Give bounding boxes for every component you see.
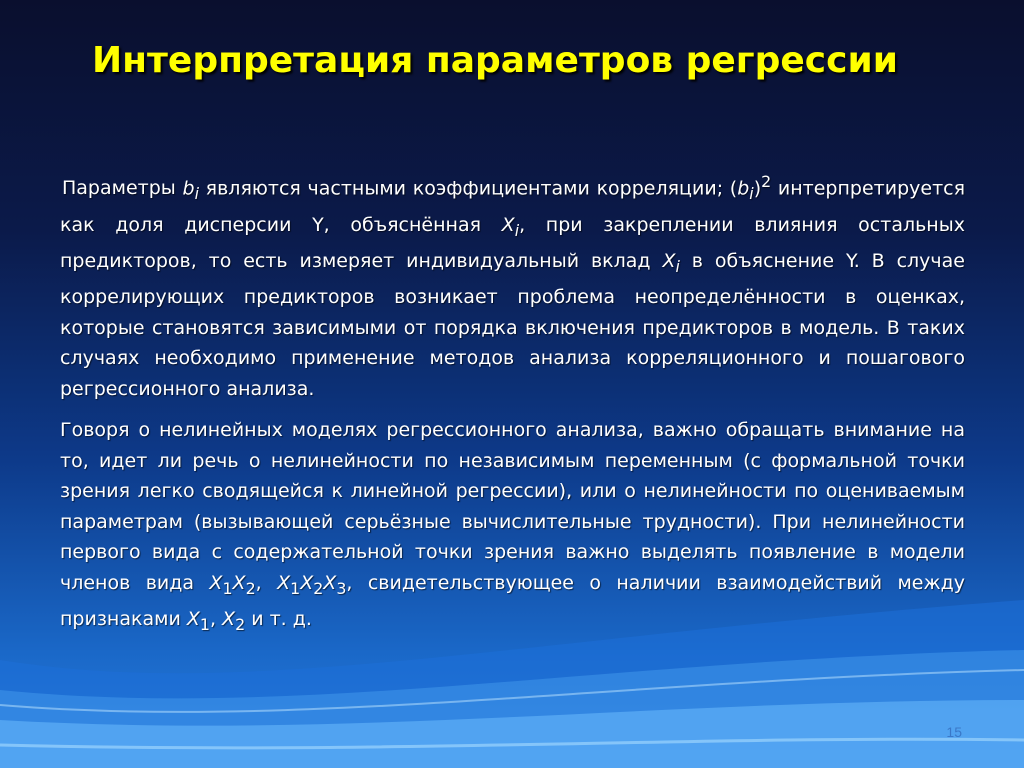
subscript: 1 <box>290 578 301 598</box>
var-i-sub: i <box>675 256 680 276</box>
var-i-sub: i <box>749 184 754 204</box>
var-b: b <box>182 177 195 200</box>
text-run: ) <box>753 177 762 200</box>
var-b: b <box>737 177 750 200</box>
text-run: , свидетельствующее о наличии взаимодействий между признаками <box>60 571 965 630</box>
subscript: 3 <box>336 578 347 598</box>
var-i-sub: i <box>514 220 520 240</box>
text-run: Говоря о нелинейных моделях регрессионного анализа, важно обращать внимание на то, идет ли речь о нелинейности по независимым переменным (с формальной точки зрения легко сводящейся к линейной регрессии), или о нелинейности по оцениваемым параметрам (вызывающей серьёзные вычислительные трудности). При нелинейности первого вида с содержательной точки зрения важно выделять появление в модели членов вида <box>60 419 965 594</box>
var-x: X <box>501 213 515 236</box>
paragraph-nonlinear <box>60 415 965 640</box>
slide-title: Интерпретация параметров регрессии <box>92 40 898 81</box>
var-x: X <box>186 607 200 630</box>
text-run: являются частными коэффициентами корреляции; ( <box>198 177 738 200</box>
var-x: X <box>323 571 337 594</box>
var-i-sub: i <box>194 184 199 204</box>
var-x: X <box>277 571 291 594</box>
subscript: 2 <box>235 614 246 634</box>
subscript: 1 <box>222 578 233 598</box>
superscript: 2 <box>761 172 772 191</box>
subscript: 2 <box>313 578 324 598</box>
text-run: и т. д. <box>245 607 312 630</box>
text-run: , <box>209 607 223 630</box>
text-run: в объяснение Y. В случае коррелирующих предикторов возникает проблема неопределённости в оценках, которые становятся зависимыми от порядка включения предикторов в модель. В таких случаях необходимо применение методов анализа корреляционного и пошагового регрессионного анализа. <box>60 249 965 400</box>
slide-number: 15 <box>946 724 962 740</box>
text-run: , <box>255 571 278 594</box>
var-x: X <box>300 571 314 594</box>
var-x: X <box>662 249 676 272</box>
subscript: 1 <box>199 614 210 634</box>
text-run: интерпретируется как доля дисперсии Y, объяснённая <box>60 177 966 236</box>
var-x: X <box>222 607 236 630</box>
var-x: X <box>232 571 246 594</box>
text-run: , при закреплении влияния остальных предикторов, то есть измеряет индивидуальный вклад <box>60 213 965 272</box>
var-x: X <box>209 571 223 594</box>
text-run: Параметры <box>62 177 183 200</box>
subscript: 2 <box>245 578 256 598</box>
paragraph-parameters <box>60 167 965 404</box>
